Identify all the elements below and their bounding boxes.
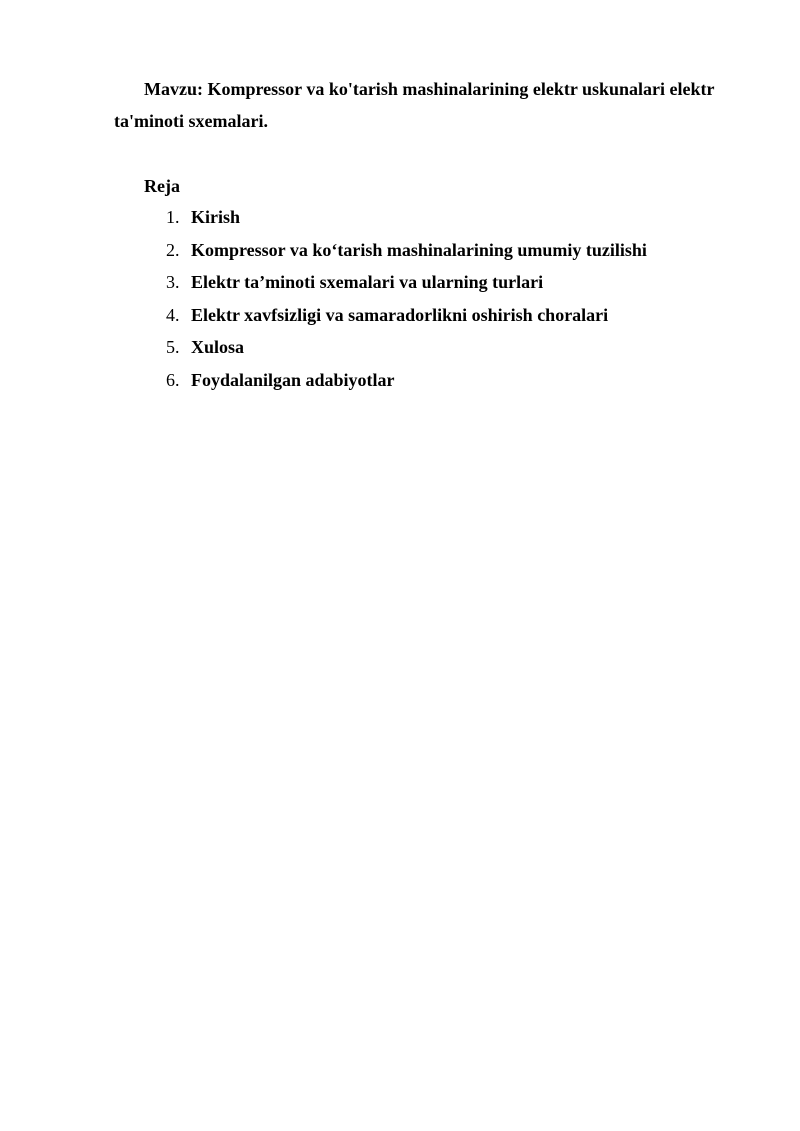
plan-item-text: Elektr xavfsizligi va samaradorlikni oshirish choralari: [191, 304, 609, 325]
document-topic: Mavzu: Kompressor va ko'tarish mashinalarining elektr uskunalari elektr ta'minoti sxemalari.: [114, 79, 715, 131]
plan-item: [166, 335, 647, 368]
plan-item-number: 4.: [166, 304, 180, 325]
plan-item-number: 5.: [166, 337, 180, 358]
plan-item-text: Xulosa: [191, 337, 245, 358]
plan-item: [166, 368, 647, 401]
plan-item-number: 3.: [166, 272, 180, 293]
plan-item-number: 2.: [166, 239, 180, 260]
plan-item-text: Kompressor va ko‘tarish mashinalarining umumiy tuzilishi: [191, 239, 647, 260]
plan-list: [166, 205, 647, 401]
plan-item-number: 6.: [166, 369, 180, 390]
plan-item: [166, 303, 647, 336]
plan-item-text: Elektr ta’minoti sxemalari va ularning turlari: [191, 272, 544, 293]
plan-title: Reja: [144, 176, 180, 196]
plan-item: [166, 205, 647, 238]
plan-item-text: Foydalanilgan adabiyotlar: [191, 369, 395, 390]
plan-item: [166, 238, 647, 271]
plan-item: [166, 270, 647, 303]
plan-item-number: 1.: [166, 207, 180, 227]
plan-item-text: Kirish: [191, 207, 241, 227]
